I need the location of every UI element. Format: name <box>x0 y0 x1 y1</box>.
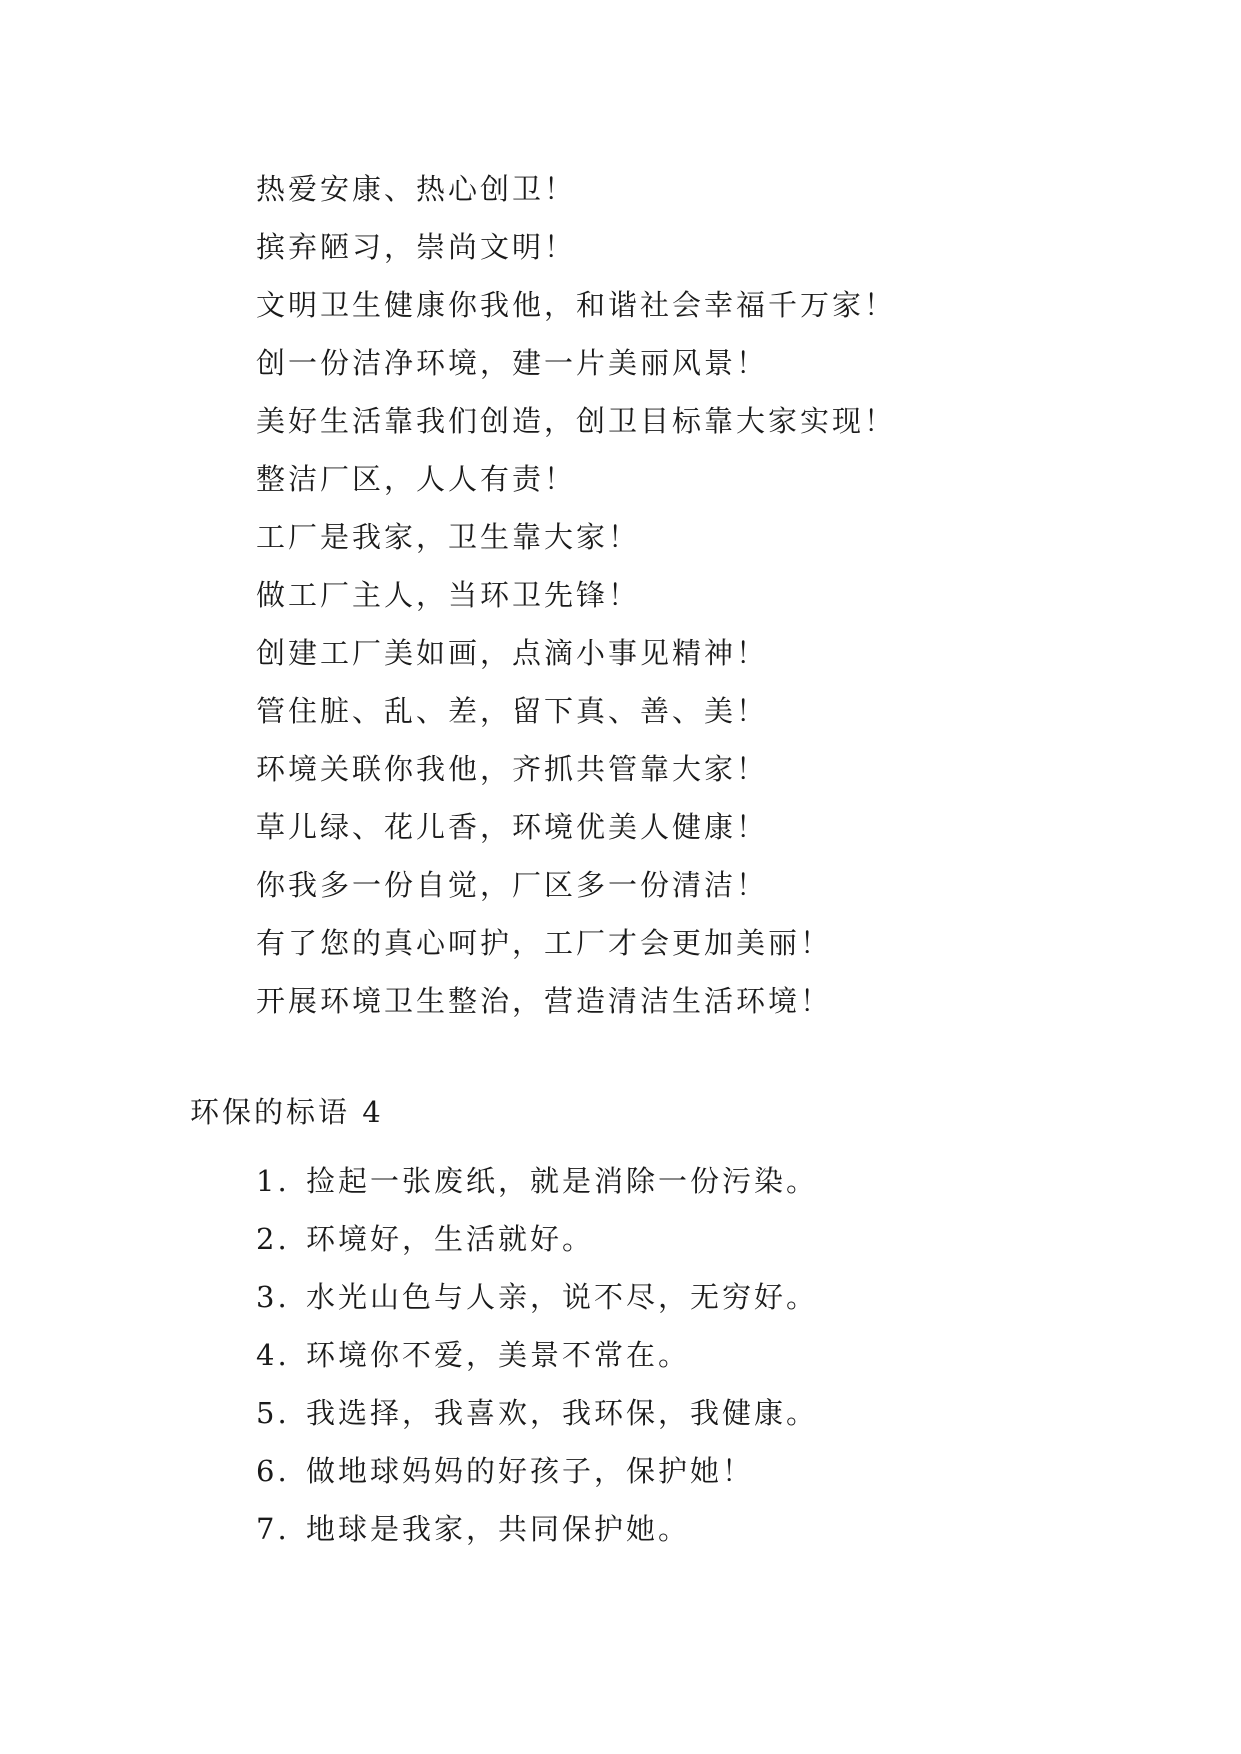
item-number: 4. <box>256 1338 290 1372</box>
list-item <box>256 1152 1156 1210</box>
item-text: 捡起一张废纸，就是消除一份污染。 <box>306 1164 819 1198</box>
slogan-line: 工厂是我家，卫生靠大家！ <box>256 520 641 554</box>
slogan-line: 整洁厂区，人人有责！ <box>256 462 577 496</box>
slogan-line: 环境关联你我他，齐抓共管靠大家！ <box>256 752 769 786</box>
item-number: 3. <box>256 1280 290 1314</box>
slogan-line: 创建工厂美如画，点滴小事见精神！ <box>256 636 769 670</box>
item-text: 环境你不爱，美景不常在。 <box>306 1338 691 1372</box>
numbered-slogan-list <box>256 1152 1156 1558</box>
slogan-line: 文明卫生健康你我他，和谐社会幸福千万家！ <box>256 288 897 322</box>
list-item <box>256 1210 1156 1268</box>
slogan-line: 你我多一份自觉，厂区多一份清洁！ <box>256 868 769 902</box>
list-item <box>256 1500 1156 1558</box>
slogan-line: 有了您的真心呵护，工厂才会更加美丽！ <box>256 926 833 960</box>
item-number: 7. <box>256 1512 290 1546</box>
item-text: 地球是我家，共同保护她。 <box>306 1512 691 1546</box>
slogan-line: 草儿绿、花儿香，环境优美人健康！ <box>256 810 769 844</box>
list-item <box>256 1326 1156 1384</box>
list-item <box>256 1268 1156 1326</box>
list-item <box>256 1442 1156 1500</box>
list-item <box>256 1384 1156 1442</box>
item-text: 我选择，我喜欢，我环保，我健康。 <box>306 1396 819 1430</box>
item-text: 水光山色与人亲，说不尽，无穷好。 <box>306 1280 819 1314</box>
slogan-line: 摈弃陋习，崇尚文明！ <box>256 230 577 264</box>
item-number: 2. <box>256 1222 290 1256</box>
section-heading: 环保的标语 4 <box>190 1095 384 1129</box>
slogan-line: 做工厂主人，当环卫先锋！ <box>256 578 641 612</box>
slogan-line: 管住脏、乱、差，留下真、善、美！ <box>256 694 769 728</box>
slogan-line: 美好生活靠我们创造，创卫目标靠大家实现！ <box>256 404 897 438</box>
item-text: 环境好，生活就好。 <box>306 1222 595 1256</box>
slogan-line: 创一份洁净环境，建一片美丽风景！ <box>256 346 769 380</box>
item-number: 1. <box>256 1164 290 1198</box>
item-text: 做地球妈妈的好孩子，保护她！ <box>306 1454 755 1488</box>
item-number: 6. <box>256 1454 290 1488</box>
slogan-list <box>256 160 1156 1030</box>
slogan-line: 热爱安康、热心创卫！ <box>256 172 577 206</box>
item-number: 5. <box>256 1396 290 1430</box>
slogan-line: 开展环境卫生整治，营造清洁生活环境！ <box>256 984 833 1018</box>
